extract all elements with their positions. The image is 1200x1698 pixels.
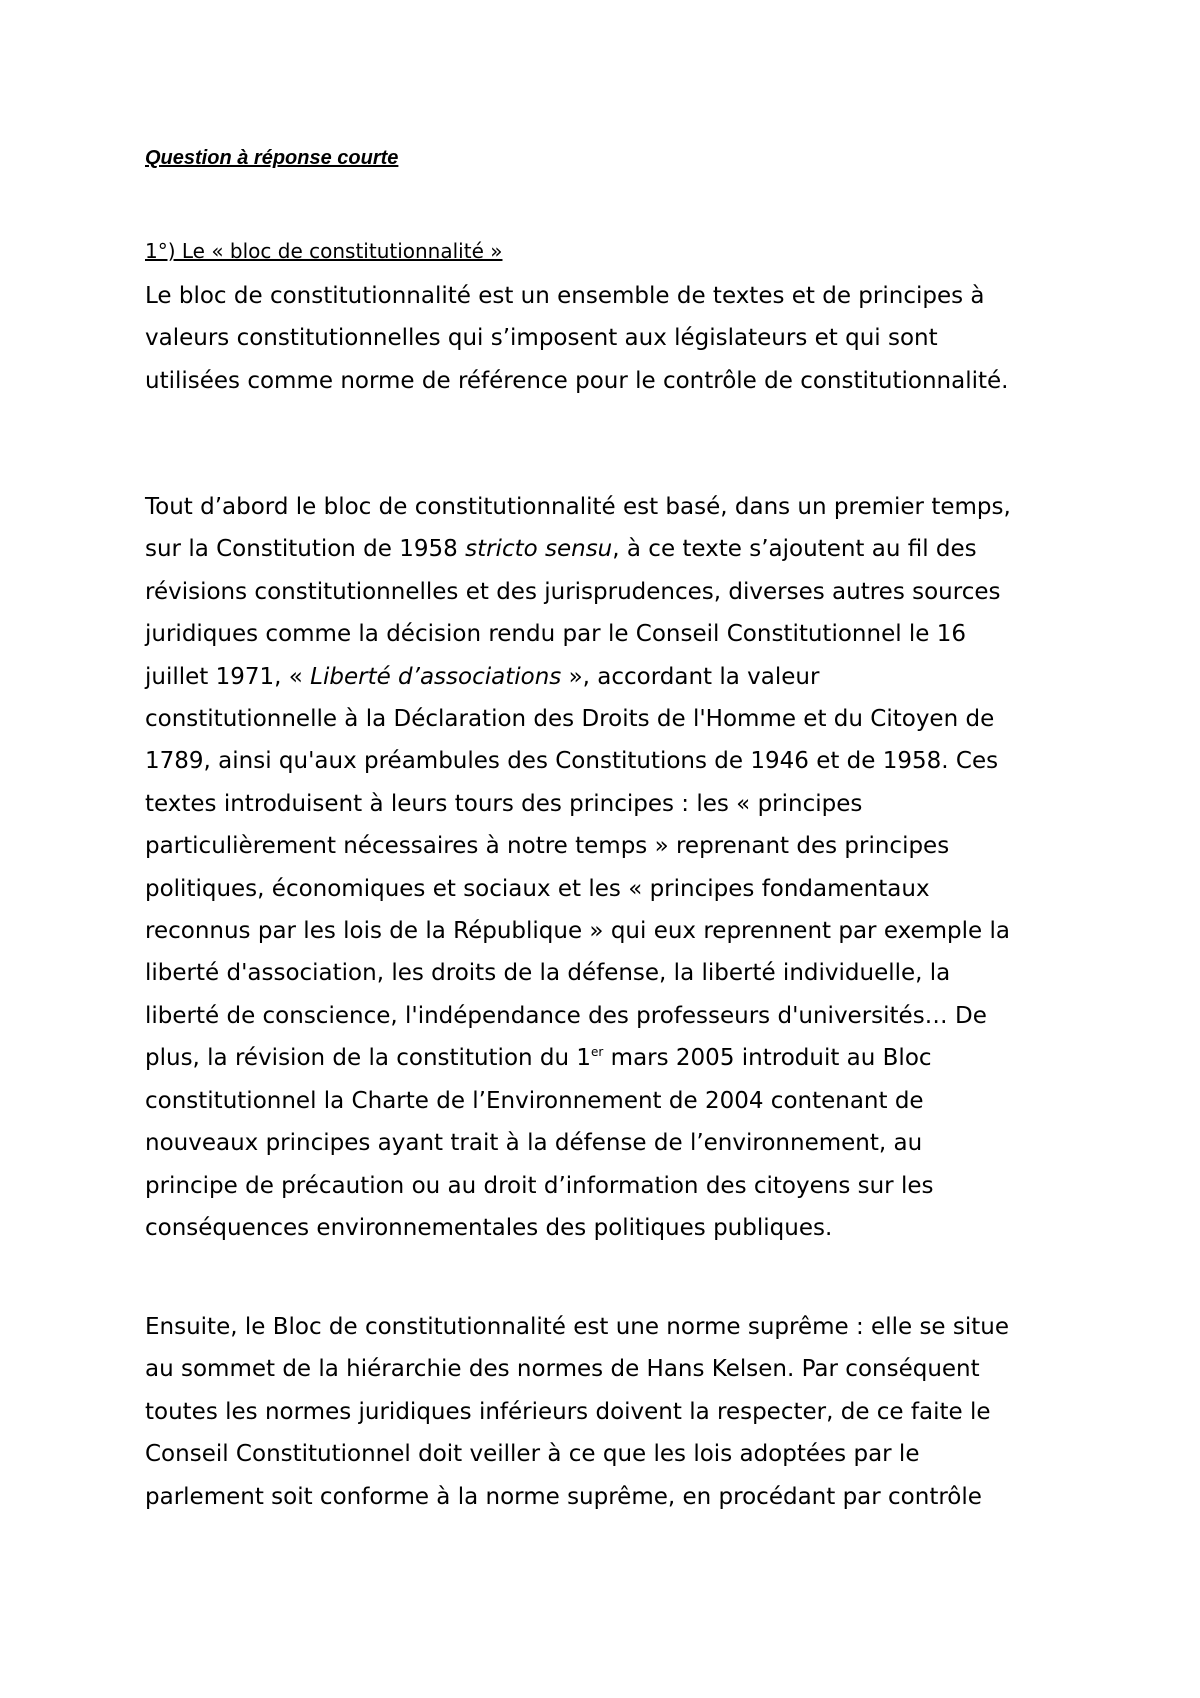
text-line: constitutionnelle à la Déclaration des Droits de l'Homme et du Citoyen de [145,706,995,733]
text-line: nouveaux principes ayant trait à la défense de l’environnement, au [145,1130,923,1157]
paragraph-supremacy [145,1306,1075,1518]
text-line: plus, la révision de la constitution du 1er mars 2005 introduit au Bloc [145,1045,932,1072]
text-line: valeurs constitutionnelles qui s’imposent aux législateurs et qui sont [145,325,938,352]
paragraph-definition [145,275,1075,402]
text-line: Conseil Constitutionnel doit veiller à ce que les lois adoptées par le [145,1441,920,1468]
section-heading: 1°) Le « bloc de constitutionnalité » [145,239,503,263]
text-line: sur la Constitution de 1958 stricto sensu, à ce texte s’ajoutent au fil des [145,536,977,563]
text-line: au sommet de la hiérarchie des normes de Hans Kelsen. Par conséquent [145,1356,980,1383]
text-line: liberté d'association, les droits de la défense, la liberté individuelle, la [145,960,951,987]
text-line: constitutionnel la Charte de l’Environnement de 2004 contenant de [145,1087,924,1114]
document-title: Question à réponse courte [145,147,399,169]
text-line: Ensuite, le Bloc de constitutionnalité est une norme suprême : elle se situe [145,1314,1010,1340]
text-line: révisions constitutionnelles et des jurisprudences, diverses autres sources [145,578,1001,605]
paragraph-composition [145,486,1075,1249]
text-line: toutes les normes juridiques inférieurs doivent la respecter, de ce faite le [145,1398,991,1425]
text-line: utilisées comme norme de référence pour le contrôle de constitutionnalité. [145,367,1009,394]
text-line: politiques, économiques et sociaux et les « principes fondamentaux [145,875,930,902]
italic-term: Liberté d’associations [310,663,562,690]
text-line: parlement soit conforme à la norme suprême, en procédant par contrôle [145,1483,982,1510]
text-line: textes introduisent à leurs tours des principes : les « principes [145,790,863,817]
text-line: Le bloc de constitutionnalité est un ensemble de textes et de principes à [145,283,985,309]
text-line: juridiques comme la décision rendu par le Conseil Constitutionnel le 16 [145,621,967,648]
text-line: Tout d’abord le bloc de constitutionnalité est basé, dans un premier temps, [145,494,1011,520]
text-line: principe de précaution ou au droit d’information des citoyens sur les [145,1172,934,1199]
text-line: conséquences environnementales des politiques publiques. [145,1214,833,1241]
italic-term: stricto sensu [465,536,613,563]
text-line: reconnus par les lois de la République » qui eux reprennent par exemple la [145,918,1010,945]
text-line: 1789, ainsi qu'aux préambules des Constitutions de 1946 et de 1958. Ces [145,748,999,775]
text-line: juillet 1971, « Liberté d’associations », accordant la valeur [145,663,820,690]
text-line: particulièrement nécessaires à notre temps » reprenant des principes [145,833,950,860]
superscript: er [591,1045,604,1060]
text-line: liberté de conscience, l'indépendance des professeurs d'universités… De [145,1002,987,1029]
